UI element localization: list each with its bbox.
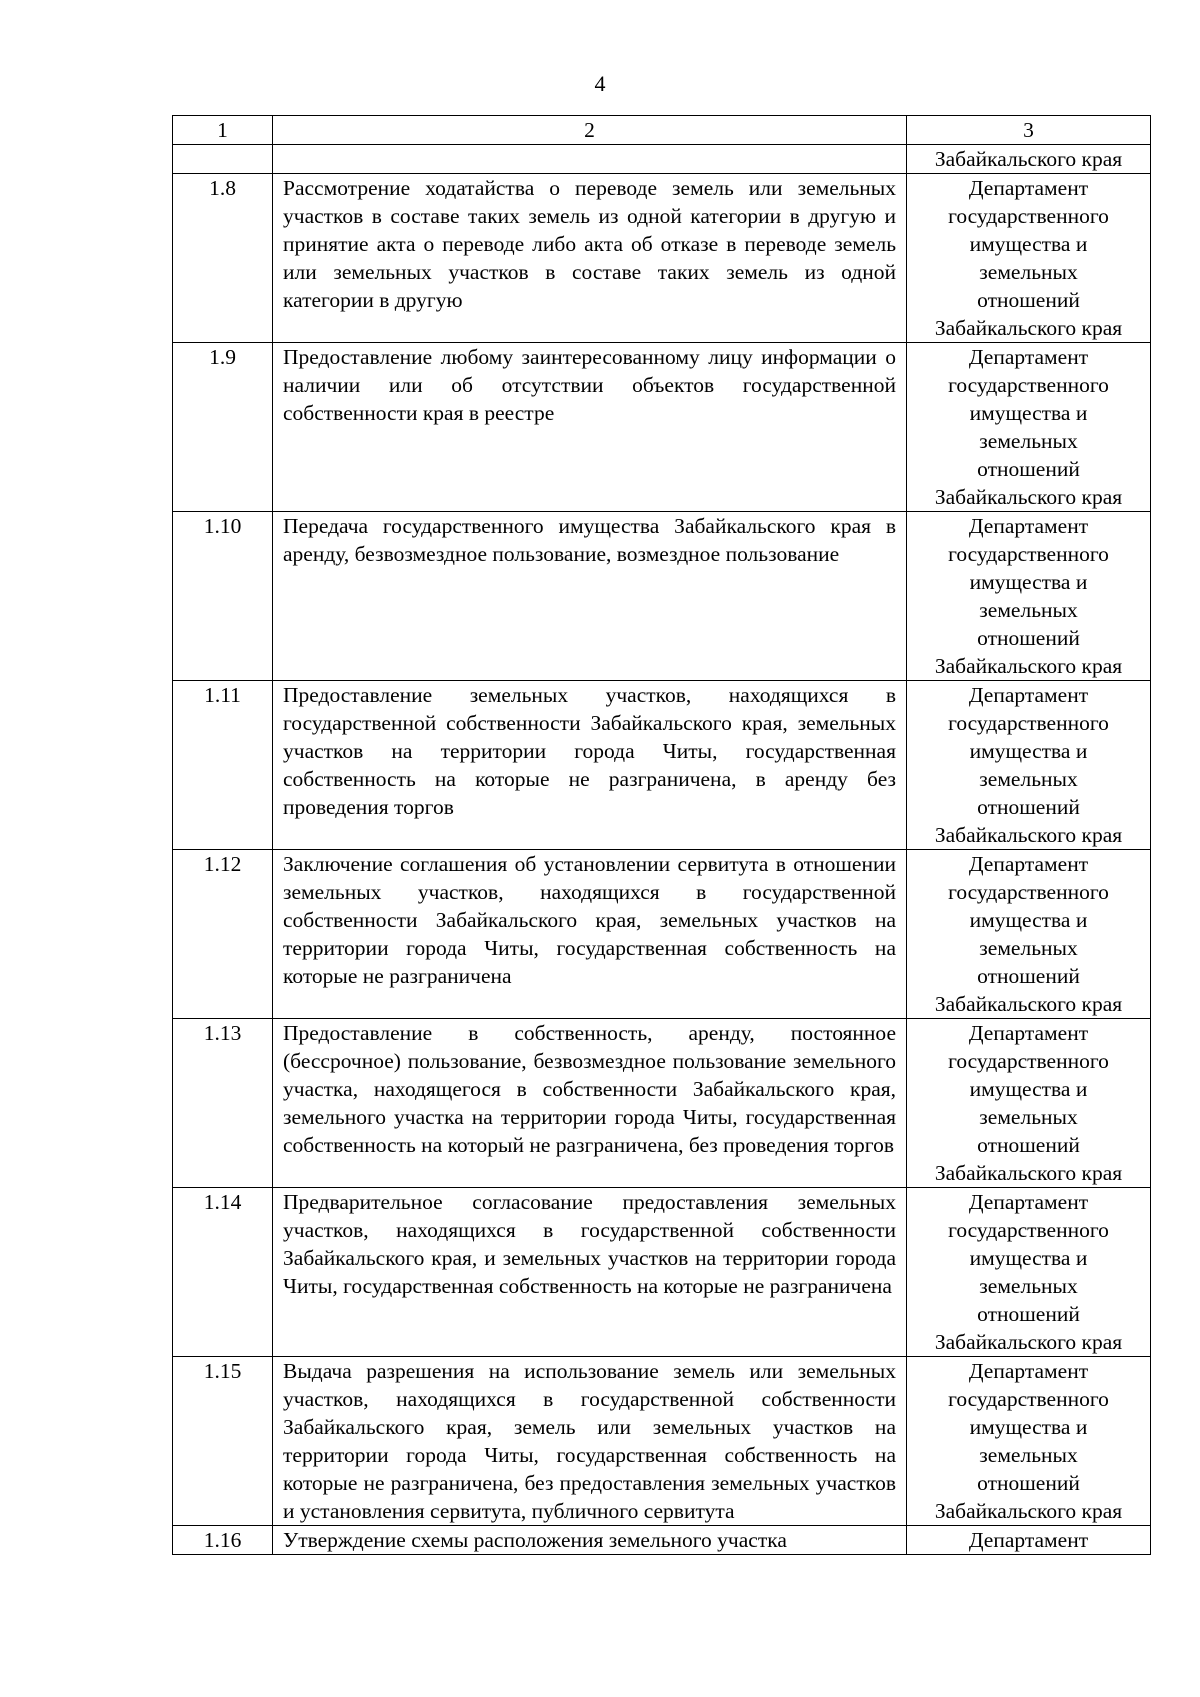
department-line: государственного xyxy=(948,1387,1109,1411)
department-line: земельных xyxy=(979,936,1078,960)
row-number: 1.11 xyxy=(173,681,273,850)
row-department xyxy=(907,174,1151,343)
row-description: Предоставление в собственность, аренду, постоянное (бессрочное) пользование, безвозмездное пользование земельного участка, находящегося в собственности Забайкальского края, земельного участка на территории города Читы, государственная собственность на который не разграничена, без проведения торгов xyxy=(273,1019,907,1188)
continuation-row xyxy=(173,145,1151,174)
department-line: земельных xyxy=(979,1105,1078,1129)
table-row xyxy=(173,850,1151,1019)
row-number: 1.13 xyxy=(173,1019,273,1188)
row-department xyxy=(907,1019,1151,1188)
row-department xyxy=(907,850,1151,1019)
row-number xyxy=(173,145,273,174)
table-row xyxy=(173,174,1151,343)
table-row xyxy=(173,1526,1151,1555)
department-line: государственного xyxy=(948,711,1109,735)
department-line: Забайкальского края xyxy=(934,654,1123,678)
department-line: имущества и xyxy=(969,908,1088,932)
department-line: Департамент xyxy=(968,345,1089,369)
department-line: имущества и xyxy=(969,570,1088,594)
row-number: 1.8 xyxy=(173,174,273,343)
department-line: имущества и xyxy=(969,232,1088,256)
header-col-3: 3 xyxy=(907,116,1151,145)
row-department xyxy=(907,1357,1151,1526)
row-department xyxy=(907,343,1151,512)
table-row xyxy=(173,1019,1151,1188)
department-line: Департамент xyxy=(968,1528,1089,1552)
department-line: земельных xyxy=(979,598,1078,622)
department-line: отношений xyxy=(977,1471,1080,1495)
department-line: Департамент xyxy=(968,852,1089,876)
row-department xyxy=(907,1188,1151,1357)
department-line: земельных xyxy=(979,1443,1078,1467)
table-header-row xyxy=(173,116,1151,145)
department-line: Департамент xyxy=(968,514,1089,538)
row-department xyxy=(907,512,1151,681)
header-col-1: 1 xyxy=(173,116,273,145)
header-col-2: 2 xyxy=(273,116,907,145)
department-line: Забайкальского края xyxy=(934,1161,1123,1185)
department-line: государственного xyxy=(948,542,1109,566)
row-department xyxy=(907,681,1151,850)
department-line: Департамент xyxy=(968,1359,1089,1383)
department-line: Забайкальского края xyxy=(934,1499,1123,1523)
row-number: 1.10 xyxy=(173,512,273,681)
row-department xyxy=(907,1526,1151,1555)
department-line: государственного xyxy=(948,1049,1109,1073)
department-line: земельных xyxy=(979,1274,1078,1298)
department-line: Забайкальского края xyxy=(934,316,1123,340)
department-line: отношений xyxy=(977,626,1080,650)
row-description: Предоставление любому заинтересованному лицу информации о наличии или об отсутствии объектов государственной собственности края в реестре xyxy=(273,343,907,512)
department-line: имущества и xyxy=(969,401,1088,425)
department-line: Департамент xyxy=(968,176,1089,200)
table-body xyxy=(173,116,1151,1555)
row-description: Утверждение схемы расположения земельного участка xyxy=(273,1526,907,1555)
department-line: Забайкальского края xyxy=(934,992,1123,1016)
department-line: отношений xyxy=(977,1302,1080,1326)
row-description: Предоставление земельных участков, находящихся в государственной собственности Забайкальского края, земельных участков на территории города Читы, государственная собственность на которые не разграничена, в аренду без проведения торгов xyxy=(273,681,907,850)
department-line: отношений xyxy=(977,1133,1080,1157)
department-line: Забайкальского края xyxy=(934,823,1123,847)
row-description: Рассмотрение ходатайства о переводе земель или земельных участков в составе таких земель из одной категории в другую и принятие акта о переводе либо акта об отказе в переводе земель или земельных участков в составе таких земель из одной категории в другую xyxy=(273,174,907,343)
table-row xyxy=(173,681,1151,850)
department-line: отношений xyxy=(977,457,1080,481)
department-line: Забайкальского края xyxy=(934,1330,1123,1354)
department-line: имущества и xyxy=(969,1077,1088,1101)
department-line: государственного xyxy=(948,373,1109,397)
row-number: 1.14 xyxy=(173,1188,273,1357)
department-line: Забайкальского края xyxy=(934,485,1123,509)
table-row xyxy=(173,512,1151,681)
department-line: имущества и xyxy=(969,1415,1088,1439)
department-line: государственного xyxy=(948,204,1109,228)
row-number: 1.16 xyxy=(173,1526,273,1555)
department-line: земельных xyxy=(979,767,1078,791)
row-number: 1.15 xyxy=(173,1357,273,1526)
department-line: имущества и xyxy=(969,1246,1088,1270)
department-line: земельных xyxy=(979,429,1078,453)
row-description: Передача государственного имущества Забайкальского края в аренду, безвозмездное пользование, возмездное пользование xyxy=(273,512,907,681)
row-number: 1.9 xyxy=(173,343,273,512)
services-table xyxy=(172,115,1151,1555)
department-line: отношений xyxy=(977,795,1080,819)
table-row xyxy=(173,1188,1151,1357)
department-line: имущества и xyxy=(969,739,1088,763)
department-line: Департамент xyxy=(968,1021,1089,1045)
department-line: государственного xyxy=(948,880,1109,904)
row-description: Выдача разрешения на использование земель или земельных участков, находящихся в государственной собственности Забайкальского края, земель или земельных участков на территории города Читы, государственная собственность на которые не разграничена, без предоставления земельных участков и установления сервитута, публичного сервитута xyxy=(273,1357,907,1526)
row-description: Заключение соглашения об установлении сервитута в отношении земельных участков, находящихся в государственной собственности Забайкальского края, земельных участков на территории города Читы, государственная собственность на которые не разграничена xyxy=(273,850,907,1019)
row-department: Забайкальского края xyxy=(907,145,1151,174)
table-row xyxy=(173,1357,1151,1526)
row-description: Предварительное согласование предоставления земельных участков, находящихся в государственной собственности Забайкальского края, и земельных участков на территории города Читы, государственная собственность на которые не разграничена xyxy=(273,1188,907,1357)
department-line: Департамент xyxy=(968,1190,1089,1214)
page-number: 4 xyxy=(594,71,606,96)
table-row xyxy=(173,343,1151,512)
row-description xyxy=(273,145,907,174)
department-line: государственного xyxy=(948,1218,1109,1242)
department-line: Департамент xyxy=(968,683,1089,707)
department-line: отношений xyxy=(977,288,1080,312)
department-line: отношений xyxy=(977,964,1080,988)
row-number: 1.12 xyxy=(173,850,273,1019)
department-line: земельных xyxy=(979,260,1078,284)
